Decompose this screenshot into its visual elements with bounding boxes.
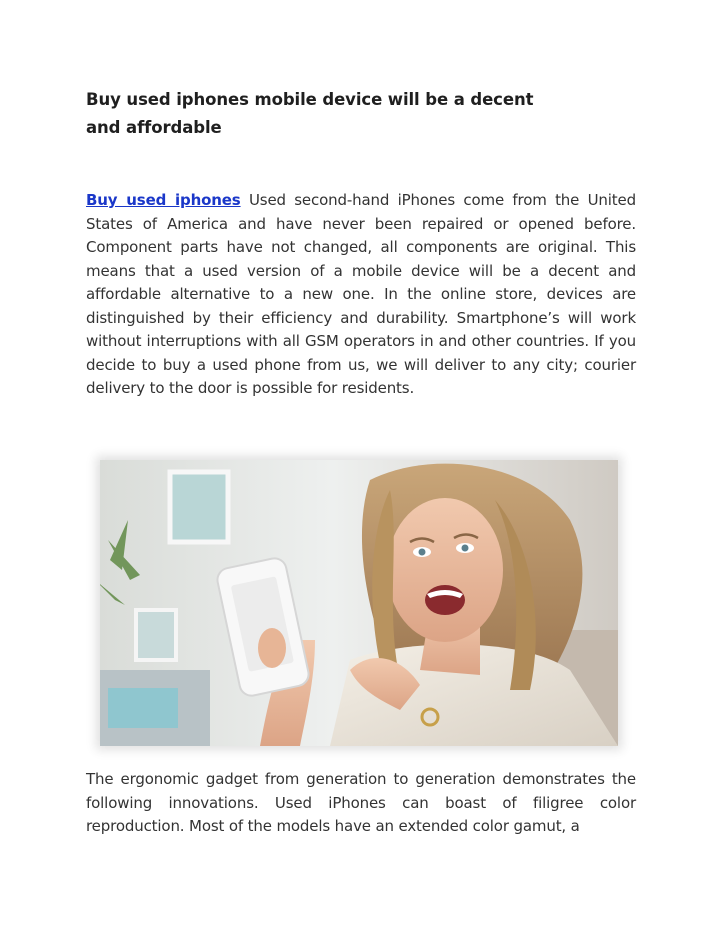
woman-with-phone-photo <box>100 460 618 746</box>
intro-paragraph <box>86 189 636 401</box>
intro-paragraph-text: Used second-hand iPhones come from the United States of America and have never been repaired or opened before. Component parts have not changed, all components are original. This means that a used version of a mobile device will be a decent and affordable alternative to a new one. In the online store, devices are distinguished by their efficiency and durability. Smartphone’s will work without interruptions with all GSM operators in and other countries. If you decide to buy a used phone from us, we will deliver to any city; courier delivery to the door is possible for residents. <box>86 191 636 397</box>
photo-woman-with-smartphone-icon <box>100 460 618 746</box>
innovations-paragraph: The ergonomic gadget from generation to generation demonstrates the following innovations. Used iPhones can boast of filigree color reproduction. Most of the models have an extended color gamut, a <box>86 770 636 835</box>
buy-used-iphones-link[interactable]: Buy used iphones <box>86 191 241 209</box>
document-title: Buy used iphones mobile device will be a decent and affordable <box>86 90 534 137</box>
